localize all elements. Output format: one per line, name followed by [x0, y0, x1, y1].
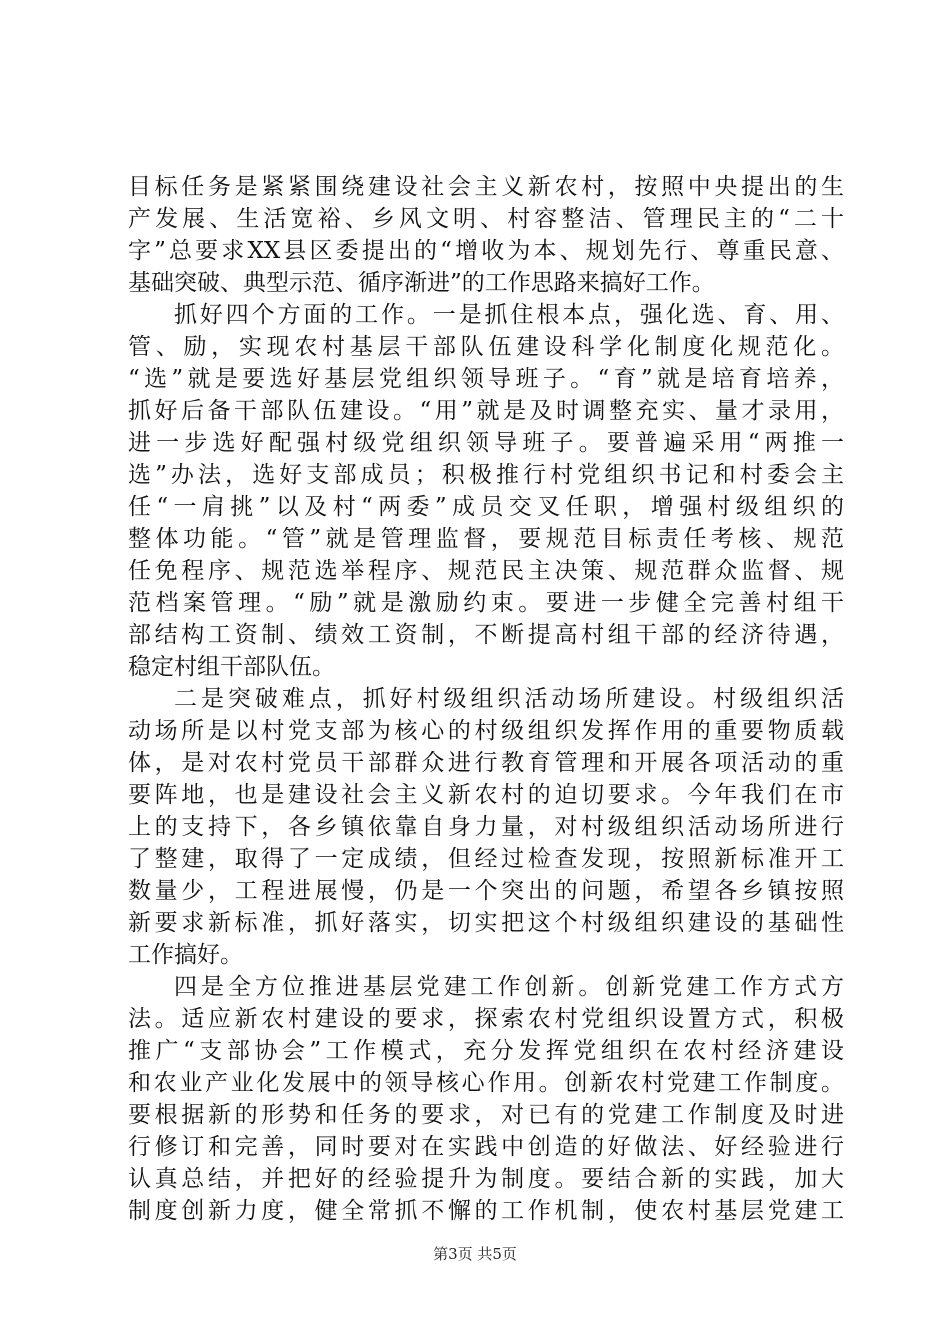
- text-line: 和农业产业化发展中的领导核心作用。创新农村党建工作制度。: [128, 1070, 844, 1096]
- text-line: 稳定村组干部队伍。: [128, 654, 335, 680]
- text-line: 任“一肩挑”以及村“两委”成员交叉任职，增强村级组织的: [128, 494, 844, 520]
- text-line: 任免程序、规范选举程序、规范民主决策、规范群众监督、规: [128, 558, 844, 584]
- text-line: 基础突破、典型示范、循序渐进”的工作思路来搞好工作。: [128, 270, 715, 296]
- text-line: 整体功能。“管”就是管理监督，要规范目标责任考核、规范: [128, 526, 844, 552]
- text-line: 数量少，工程进展慢，仍是一个突出的问题，希望各乡镇按照: [128, 878, 844, 904]
- text-line: 了整建，取得了一定成绩，但经过检查发现，按照新标准开工: [128, 846, 844, 872]
- text-line: 制度创新力度，健全常抓不懈的工作机制，使农村基层党建工: [128, 1198, 844, 1224]
- text-line: 产发展、生活宽裕、乡风文明、村容整洁、管理民主的“二十: [128, 206, 844, 232]
- text-line: 上的支持下，各乡镇依靠自身力量，对村级组织活动场所进行: [128, 814, 844, 840]
- text-line: “选”就是要选好基层党组织领导班子。“育”就是培育培养，: [128, 366, 844, 392]
- text-line: 范档案管理。“励”就是激励约束。要进一步健全完善村组干: [128, 590, 844, 616]
- text-line: 认真总结，并把好的经验提升为制度。要结合新的实践，加大: [128, 1166, 844, 1192]
- text-line: 要根据新的形势和任务的要求，对已有的党建工作制度及时进: [128, 1102, 844, 1128]
- text-line: 行修订和完善，同时要对在实践中创造的好做法、好经验进行: [128, 1134, 844, 1160]
- text-line: 要阵地，也是建设社会主义新农村的迫切要求。今年我们在市: [128, 782, 844, 808]
- text-line: 目标任务是紧紧围绕建设社会主义新农村，按照中央提出的生: [128, 174, 844, 200]
- text-line: 工作搞好。: [128, 942, 243, 968]
- text-line: 推广“支部协会”工作模式，充分发挥党组织在农村经济建设: [128, 1038, 844, 1064]
- text-line: 部结构工资制、绩效工资制，不断提高村组干部的经济待遇，: [128, 622, 844, 648]
- text-line: 动场所是以村党支部为核心的村级组织发挥作用的重要物质载: [128, 718, 844, 744]
- text-line: 管、励，实现农村基层干部队伍建设科学化制度化规范化。: [128, 334, 844, 360]
- text-line: 抓好四个方面的工作。一是抓住根本点，强化选、育、用、: [174, 302, 844, 328]
- text-line: 四是全方位推进基层党建工作创新。创新党建工作方式方: [174, 974, 844, 1000]
- text-line: 选”办法，选好支部成员；积极推行村党组织书记和村委会主: [128, 462, 844, 488]
- page-number-footer: 第3页 共5页: [433, 1245, 517, 1263]
- text-line: 法。适应新农村建设的要求，探索农村党组织设置方式，积极: [128, 1006, 844, 1032]
- text-line: 体，是对农村党员干部群众进行教育管理和开展各项活动的重: [128, 750, 844, 776]
- text-line: 二是突破难点，抓好村级组织活动场所建设。村级组织活: [174, 686, 844, 712]
- text-line: 进一步选好配强村级党组织领导班子。要普遍采用“两推一: [128, 430, 844, 456]
- text-line: 新要求新标准，抓好落实，切实把这个村级组织建设的基础性: [128, 910, 844, 936]
- document-body: [128, 171, 844, 1227]
- text-line: 字”总要求XX县区委提出的“增收为本、规划先行、尊重民意、: [128, 238, 844, 264]
- text-line: 抓好后备干部队伍建设。“用”就是及时调整充实、量才录用，: [128, 398, 844, 424]
